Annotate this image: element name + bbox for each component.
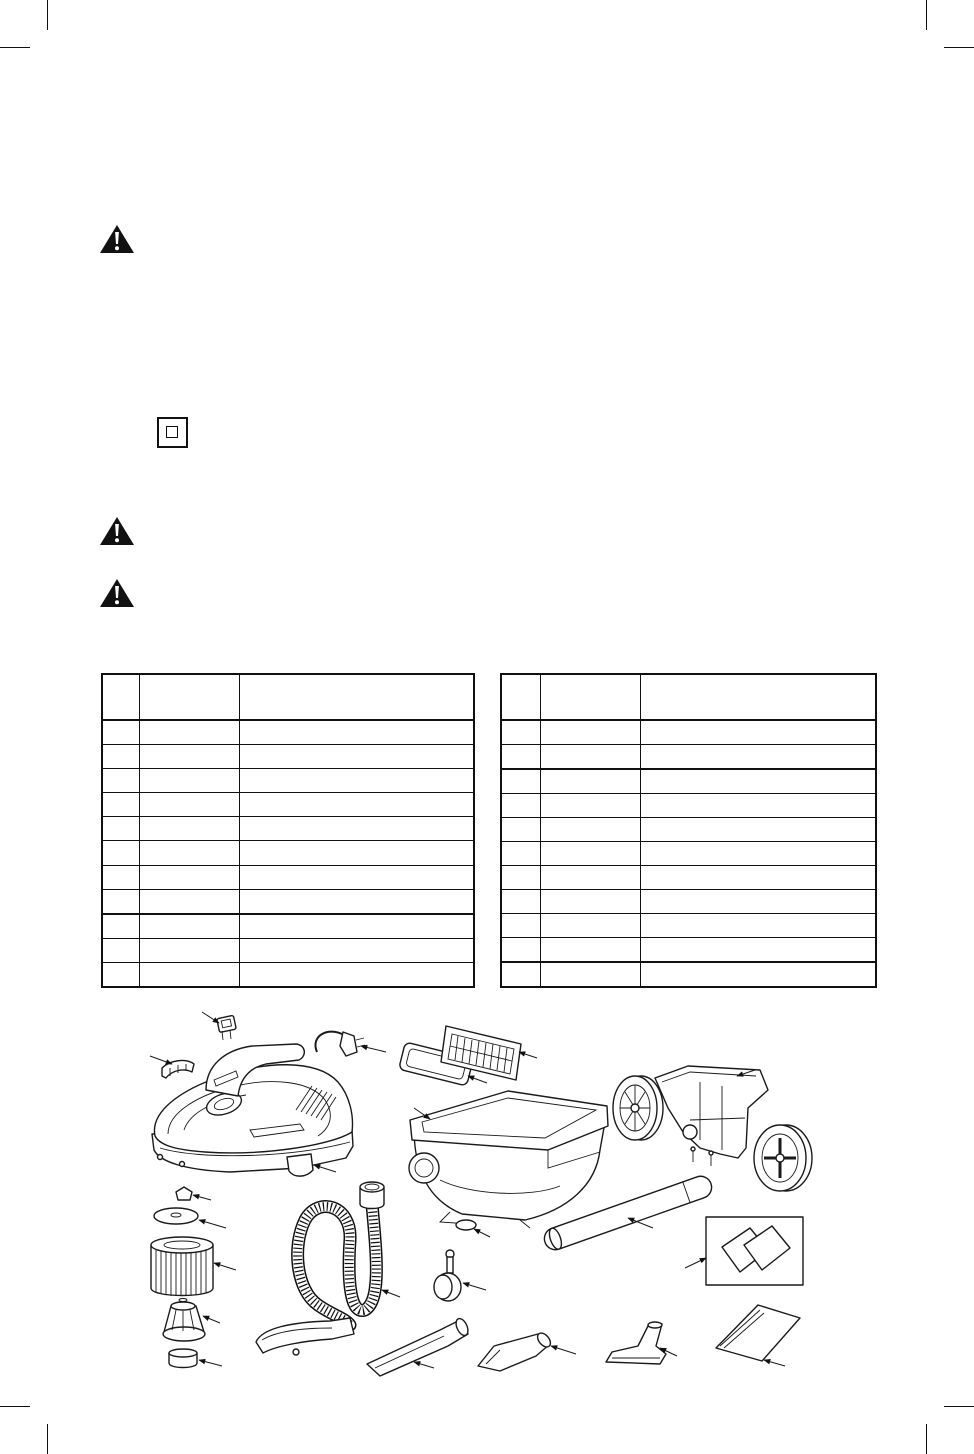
table-cell xyxy=(240,963,473,986)
switch-icon xyxy=(217,1015,237,1040)
leader-arrow xyxy=(474,1229,490,1237)
table-row xyxy=(103,841,473,865)
table-header xyxy=(103,675,473,721)
table-cell xyxy=(541,842,641,865)
table-cell xyxy=(502,745,541,768)
table-cell xyxy=(240,817,473,840)
leader-arrow xyxy=(150,1056,172,1064)
exploded-parts-diagram xyxy=(0,1000,974,1400)
double-insulation-inner-square xyxy=(166,426,178,438)
table-header-cell xyxy=(240,675,473,719)
table-cell xyxy=(140,866,240,889)
leader-arrow xyxy=(414,1362,434,1368)
table-cell xyxy=(641,818,875,841)
latch-icon xyxy=(162,1061,194,1078)
cartridge-filter-icon xyxy=(151,1237,213,1296)
table-cell xyxy=(641,866,875,889)
table-row xyxy=(103,915,473,939)
table-cell xyxy=(103,793,140,816)
table-row xyxy=(103,793,473,817)
table-row xyxy=(502,842,875,866)
table-cell xyxy=(502,794,541,817)
parts-table-right xyxy=(500,673,877,988)
table-cell xyxy=(502,721,541,744)
table-cell xyxy=(240,915,473,938)
table-row xyxy=(502,721,875,745)
crevice-tool-icon xyxy=(367,1317,470,1376)
nozzle-icon xyxy=(478,1331,553,1371)
table-cell xyxy=(103,721,140,744)
table-cell xyxy=(103,769,140,792)
table-cell xyxy=(541,938,641,961)
filter-cage-icon xyxy=(163,1299,205,1342)
table-row xyxy=(502,963,875,986)
table-cell xyxy=(541,745,641,768)
wheel-icon xyxy=(754,1125,812,1191)
table-row xyxy=(502,818,875,842)
table-cell xyxy=(641,770,875,793)
table-cell xyxy=(641,890,875,913)
table-cell xyxy=(103,890,140,913)
table-cell xyxy=(140,915,240,938)
leader-arrow xyxy=(764,1360,785,1366)
leader-arrow xyxy=(685,1258,706,1268)
table-cell xyxy=(240,721,473,744)
crop-mark-bottom-right-v xyxy=(926,1424,927,1454)
table-cell xyxy=(140,721,240,744)
accessory-cards-icon xyxy=(706,1217,803,1285)
table-cell xyxy=(641,842,875,865)
table-cell xyxy=(502,818,541,841)
table-cell xyxy=(541,890,641,913)
table-cell xyxy=(541,794,641,817)
power-cord-icon xyxy=(315,1032,365,1056)
table-cell xyxy=(502,938,541,961)
table-cell xyxy=(140,793,240,816)
leader-arrow xyxy=(202,1012,219,1023)
table-body xyxy=(103,721,473,986)
table-cell xyxy=(541,963,641,986)
table-row xyxy=(502,938,875,963)
table-cell xyxy=(541,770,641,793)
parts-table-left xyxy=(101,673,475,988)
table-row xyxy=(103,745,473,769)
utility-nozzle-icon xyxy=(606,1322,666,1364)
table-row xyxy=(502,770,875,794)
table-cell xyxy=(541,866,641,889)
table-cell xyxy=(541,818,641,841)
hose-icon xyxy=(256,1182,384,1355)
table-row xyxy=(103,866,473,890)
table-cell xyxy=(140,841,240,864)
table-cell xyxy=(140,890,240,913)
leader-arrow xyxy=(463,1283,486,1290)
leader-arrow xyxy=(199,1360,222,1366)
table-header-cell xyxy=(641,675,875,719)
table-cell xyxy=(103,817,140,840)
crop-mark-top-right-v xyxy=(926,0,927,30)
table-cell xyxy=(641,963,875,986)
leader-arrow xyxy=(193,1195,211,1200)
table-header-cell xyxy=(103,675,140,719)
table-cell xyxy=(140,769,240,792)
table-cell xyxy=(502,770,541,793)
table-row xyxy=(502,890,875,914)
tank-icon xyxy=(409,1091,608,1228)
wheel-bracket-icon xyxy=(655,1066,768,1166)
table-cell xyxy=(641,938,875,961)
table-cell xyxy=(240,841,473,864)
caster-icon xyxy=(434,1250,461,1301)
crop-mark-bottom-right-h xyxy=(944,1406,974,1407)
table-cell xyxy=(103,939,140,962)
table-cell xyxy=(502,866,541,889)
leader-arrow xyxy=(199,1220,226,1228)
leader-arrow xyxy=(203,1316,220,1323)
table-row xyxy=(502,866,875,890)
table-cell xyxy=(502,914,541,937)
table-header xyxy=(502,675,875,721)
table-row xyxy=(103,817,473,841)
table-cell xyxy=(240,939,473,962)
crop-mark-bottom-left-h xyxy=(0,1406,30,1407)
warning-triangle-icon xyxy=(99,224,135,254)
manual-booklet-icon xyxy=(716,1305,800,1361)
drain-plug-icon xyxy=(456,1220,476,1230)
leader-arrow xyxy=(214,1263,236,1270)
table-cell xyxy=(103,745,140,768)
leader-arrow xyxy=(551,1346,576,1354)
table-row xyxy=(103,939,473,963)
table-cell xyxy=(140,817,240,840)
table-cell xyxy=(140,745,240,768)
table-cell xyxy=(541,721,641,744)
float-icon xyxy=(169,1349,197,1368)
crop-mark-top-left-h xyxy=(0,47,30,48)
table-cell xyxy=(641,914,875,937)
table-cell xyxy=(140,939,240,962)
table-body xyxy=(502,721,875,986)
table-cell xyxy=(641,745,875,768)
table-row xyxy=(103,890,473,915)
table-cell xyxy=(641,794,875,817)
leader-arrow xyxy=(468,1076,487,1083)
table-row xyxy=(502,794,875,818)
table-cell xyxy=(240,793,473,816)
table-cell xyxy=(140,963,240,986)
table-row xyxy=(502,914,875,938)
crop-mark-bottom-left-v xyxy=(47,1424,48,1454)
table-header-cell xyxy=(541,675,641,719)
table-header-cell xyxy=(140,675,240,719)
crop-mark-top-right-h xyxy=(944,47,974,48)
leader-arrow xyxy=(382,1290,400,1297)
table-cell xyxy=(103,963,140,986)
cap-icon xyxy=(176,1187,192,1200)
warning-triangle-icon xyxy=(99,516,135,546)
leader-arrow xyxy=(361,1046,386,1052)
table-cell xyxy=(103,841,140,864)
table-cell xyxy=(502,842,541,865)
leader-arrow xyxy=(519,1052,537,1058)
table-cell xyxy=(103,866,140,889)
table-row xyxy=(103,769,473,793)
wheel-icon xyxy=(613,1076,663,1140)
table-cell xyxy=(240,769,473,792)
warning-triangle-icon xyxy=(99,578,135,608)
table-cell xyxy=(641,721,875,744)
table-header-cell xyxy=(502,675,541,719)
table-cell xyxy=(240,866,473,889)
table-cell xyxy=(502,963,541,986)
filter-disc-icon xyxy=(154,1208,198,1224)
table-cell xyxy=(103,915,140,938)
table-row xyxy=(103,721,473,745)
table-cell xyxy=(502,890,541,913)
crop-mark-top-left-v xyxy=(47,0,48,30)
table-row xyxy=(103,963,473,986)
table-cell xyxy=(541,914,641,937)
table-cell xyxy=(240,890,473,913)
table-cell xyxy=(240,745,473,768)
table-row xyxy=(502,745,875,770)
leader-arrow xyxy=(314,1165,336,1172)
